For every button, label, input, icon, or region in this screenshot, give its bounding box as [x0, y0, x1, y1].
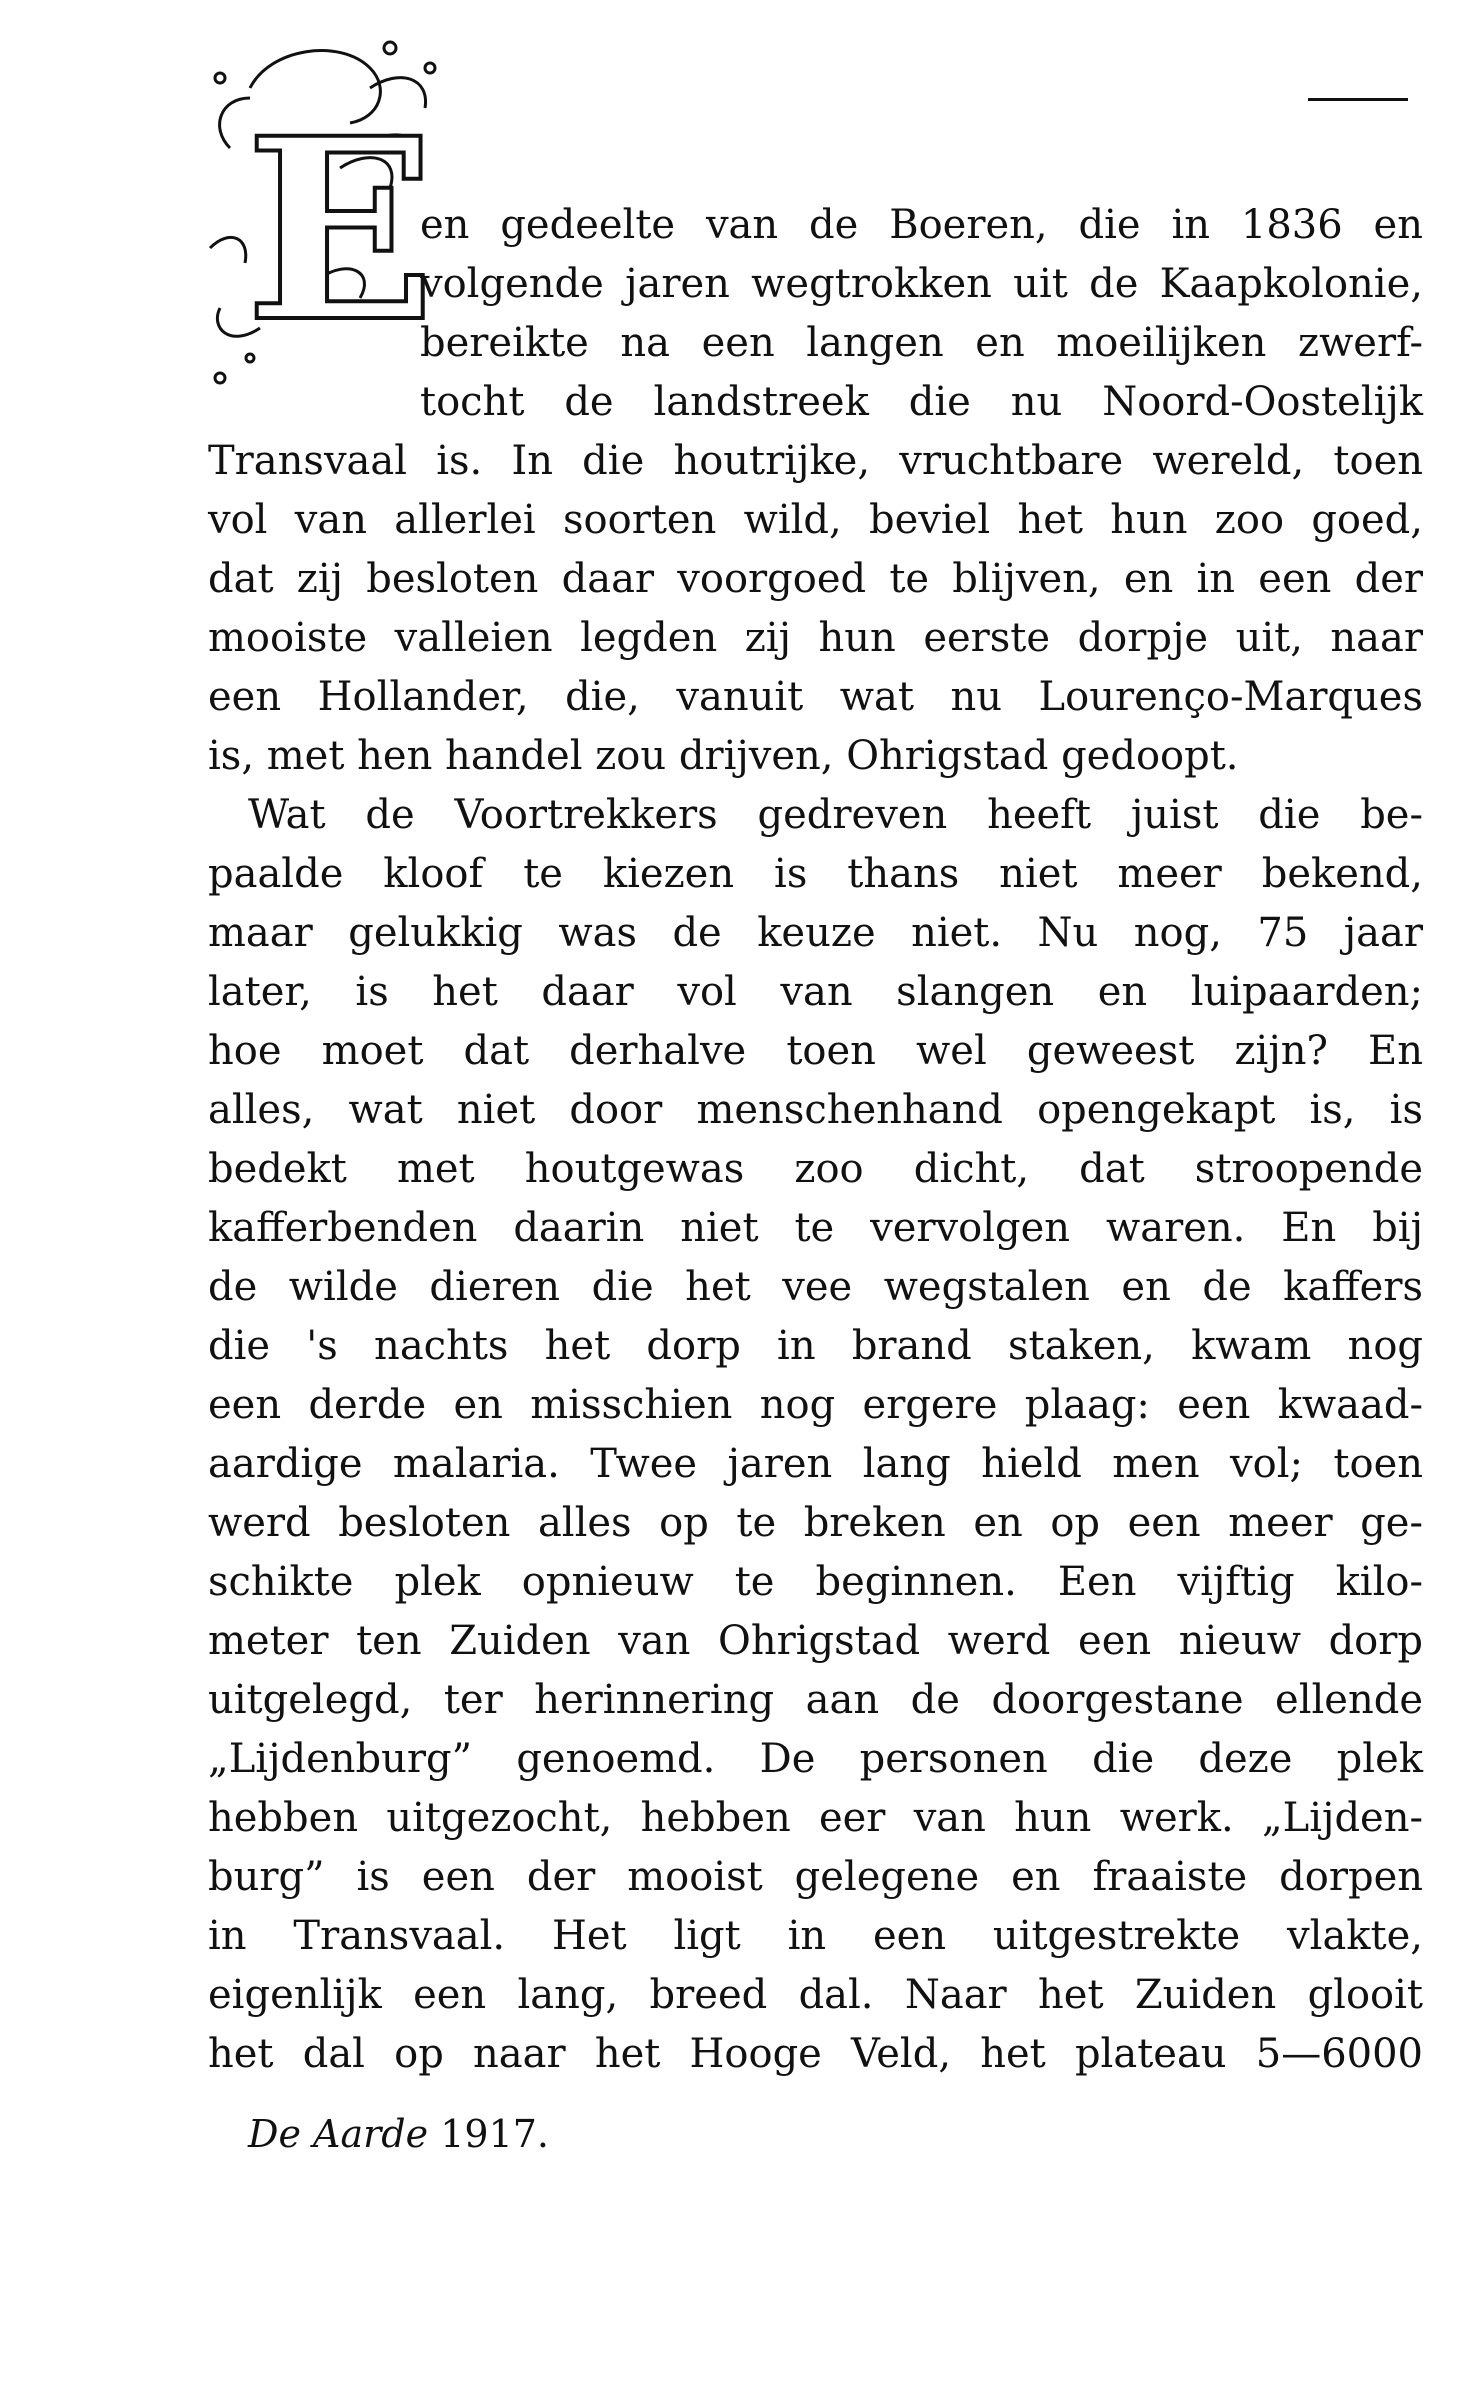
text-line: schikte plek opnieuw te beginnen. Een vijftig kilo- [208, 1559, 1423, 1605]
text-line: in Transvaal. Het ligt in een uitgestrekte vlakte, [208, 1913, 1423, 1959]
text-line: „Lijdenburg” genoemd. De personen die deze plek [208, 1736, 1423, 1782]
text-line: bedekt met houtgewas zoo dicht, dat stroopende [208, 1146, 1423, 1192]
text-line: werd besloten alles op te breken en op een meer ge- [208, 1500, 1423, 1546]
text-line: een derde en misschien nog ergere plaag: een kwaad- [208, 1382, 1423, 1428]
source-citation [248, 2112, 549, 2156]
text-line: en gedeelte van de Boeren, die in 1836 en [420, 202, 1423, 248]
text-line: hebben uitgezocht, hebben eer van hun werk. „Lijden- [208, 1795, 1423, 1841]
text-line: het dal op naar het Hooge Veld, het plateau 5—6000 [208, 2031, 1423, 2077]
text-line: een Hollander, die, vanuit wat nu Lourenço-Marques [208, 674, 1423, 720]
initial-letter: E [245, 83, 436, 377]
text-line: vol van allerlei soorten wild, beviel het hun zoo goed, [208, 497, 1423, 543]
text-line: uitgelegd, ter herinnering aan de doorgestane ellende [208, 1677, 1423, 1723]
text-line: alles, wat niet door menschenhand opengekapt is, is [208, 1087, 1423, 1133]
text-line: eigenlijk een lang, breed dal. Naar het Zuiden glooit [208, 1972, 1423, 2018]
text-line: de wilde dieren die het vee wegstalen en de kaffers [208, 1264, 1423, 1310]
text-line: hoe moet dat derhalve toen wel geweest zijn? En [208, 1028, 1423, 1074]
text-line: aardige malaria. Twee jaren lang hield men vol; toen [208, 1441, 1423, 1487]
text-line: Transvaal is. In die houtrijke, vruchtbare wereld, toen [208, 438, 1423, 484]
text-line: bereikte na een langen en moeilijken zwerf- [420, 320, 1423, 366]
text-line: paalde kloof te kiezen is thans niet meer bekend, [208, 851, 1423, 897]
text-line: burg” is een der mooist gelegene en fraaiste dorpen [208, 1854, 1423, 1900]
text-line: dat zij besloten daar voorgoed te blijven, en in een der [208, 556, 1423, 602]
text-line: tocht de landstreek die nu Noord-Oostelijk [420, 379, 1423, 425]
text-line: meter ten Zuiden van Ohrigstad werd een nieuw dorp [208, 1618, 1423, 1664]
text-line: volgende jaren wegtrokken uit de Kaapkolonie, [420, 261, 1423, 307]
text-line: kafferbenden daarin niet te vervolgen waren. En bij [208, 1205, 1423, 1251]
text-line: Wat de Voortrekkers gedreven heeft juist die be- [248, 792, 1423, 838]
source-title: De Aarde [248, 2112, 429, 2156]
header-rule [1308, 98, 1408, 101]
text-line: maar gelukkig was de keuze niet. Nu nog, 75 jaar [208, 910, 1423, 956]
text-line: die 's nachts het dorp in brand staken, kwam nog [208, 1323, 1423, 1369]
source-year: 1917. [440, 2112, 550, 2156]
text-line: mooiste valleien legden zij hun eerste dorpje uit, naar [208, 615, 1423, 661]
text-line: later, is het daar vol van slangen en luipaarden; [208, 969, 1423, 1015]
body-text [208, 196, 1423, 2084]
text-line: is, met hen handel zou drijven, Ohrigstad gedoopt. [208, 733, 1239, 779]
